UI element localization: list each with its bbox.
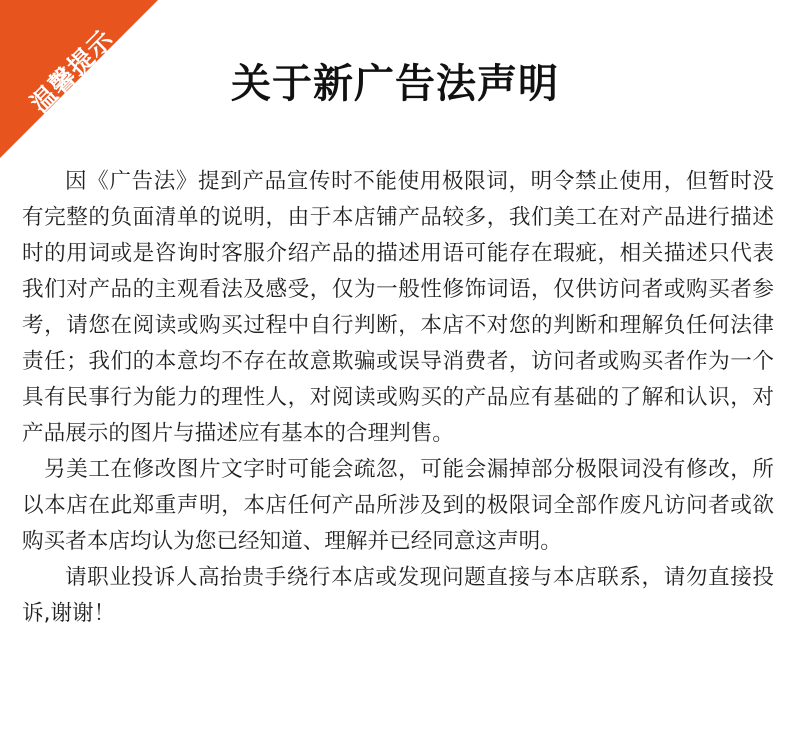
statement-paragraph-2: 另美工在修改图片文字时可能会疏忽，可能会漏掉部分极限词没有修改，所以本店在此郑重声明，本店任何产品所涉及到的极限词全部作废凡访问者或欲购买者本店均认为您已经知道、理解并已经同意这声明。 — [22, 457, 774, 554]
page-title: 关于新广告法声明 — [231, 61, 559, 107]
statement-body — [22, 164, 774, 632]
warm-tip-badge: 温馨提示 — [25, 24, 120, 119]
statement-paragraph-3: 请职业投诉人高抬贵手绕行本店或发现问题直接与本店联系，请勿直接投诉,谢谢！ — [22, 565, 774, 626]
statement-paragraph-1: 因《广告法》提到产品宣传时不能使用极限词，明令禁止使用，但暂时没有完整的负面清单的说明，由于本店铺产品较多，我们美工在对产品进行描述时的用词或是咨询时客服介绍产品的描述用语可能存在瑕疵，相关描述只代表我们对产品的主观看法及感受，仅为一般性修饰词语，仅供访问者或购买者参考，请您在阅读或购买过程中自行判断，本店不对您的判断和理解负任何法律责任；我们的本意均不存在故意欺骗或误导消费者，访问者或购买者作为一个具有民事行为能力的理性人，对阅读或购买的产品应有基础的了解和认识，对产品展示的图片与描述应有基本的合理判售。 — [22, 169, 774, 446]
